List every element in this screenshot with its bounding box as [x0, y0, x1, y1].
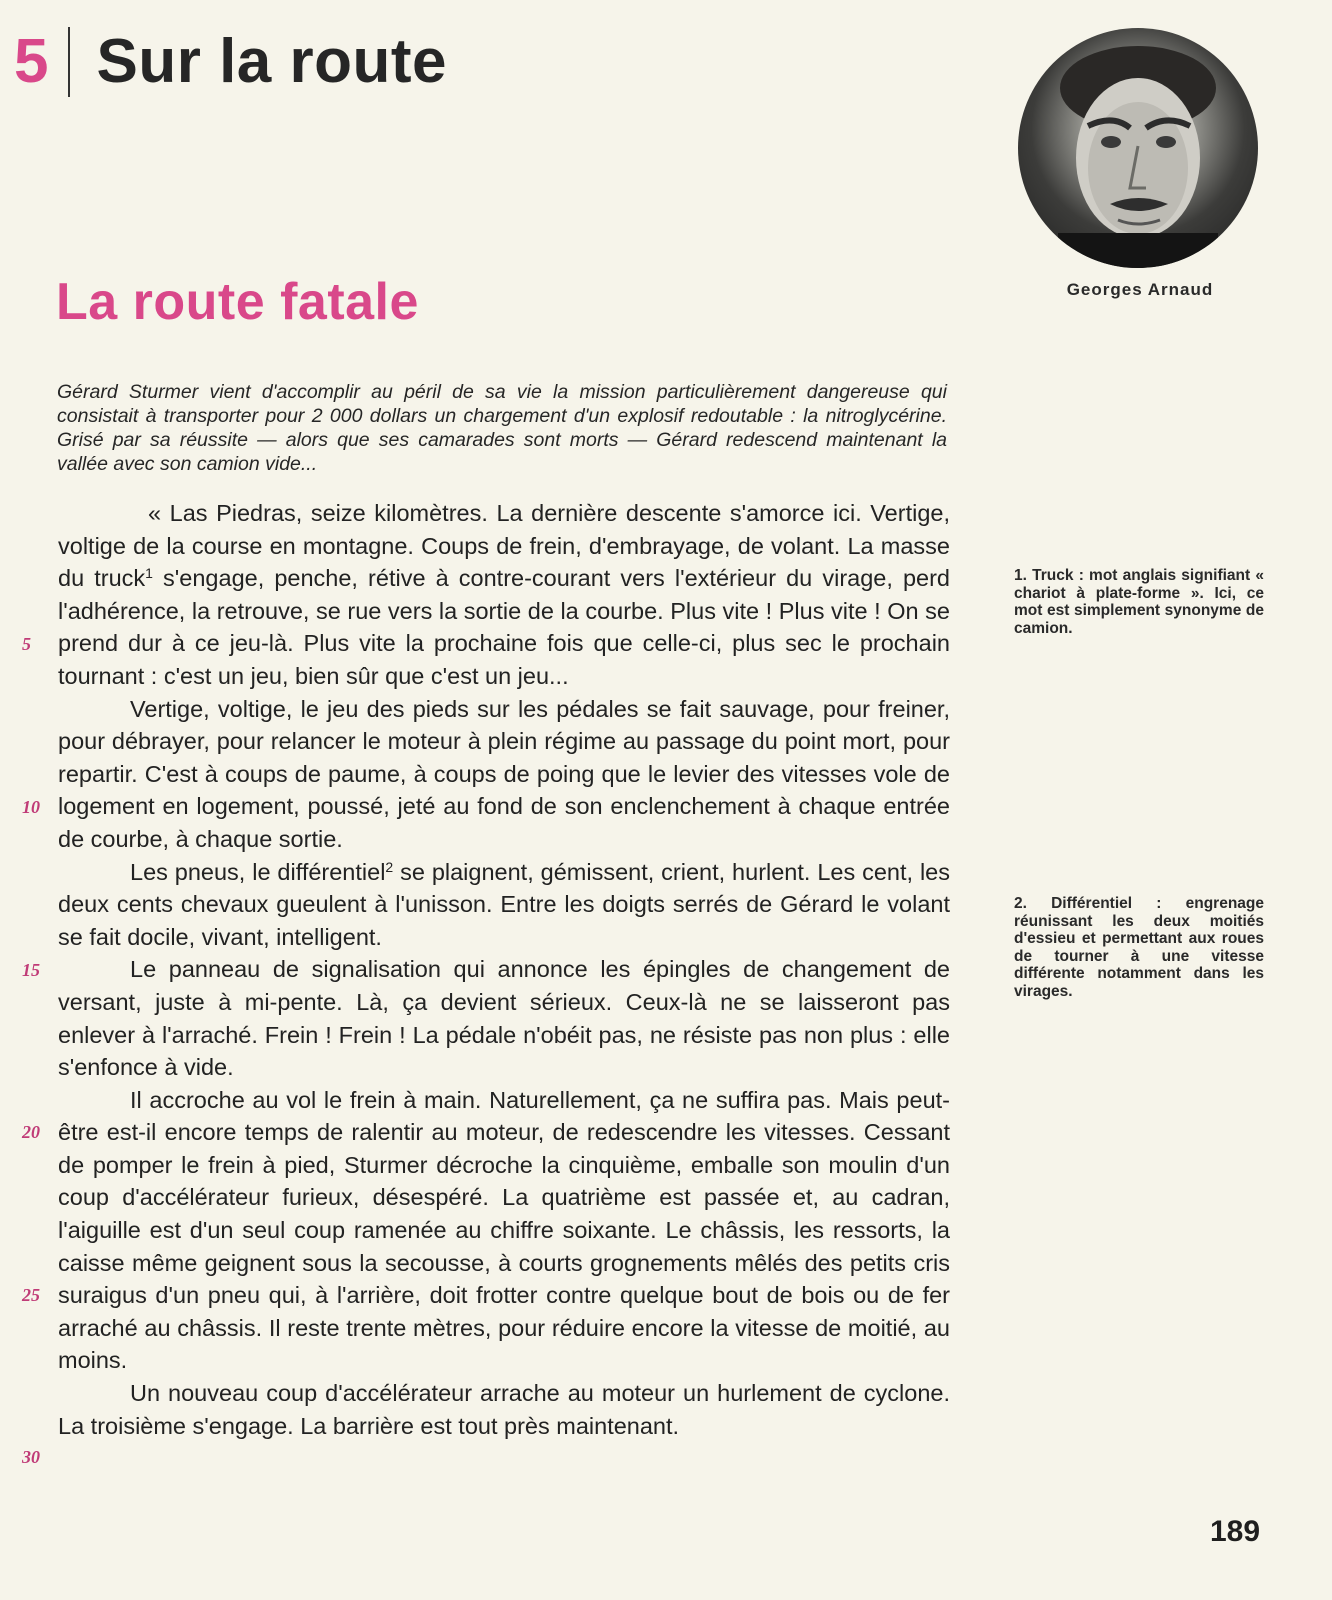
footnote-1: 1. Truck : mot anglais signifiant « chariot à plate-forme ». Ici, ce mot est simplement synonyme de camion. [1014, 567, 1264, 637]
paragraph-3-end: se plaignent, gémissent, crient, hurlent. Les cent, les deux cents chevaux gueulent à l'unisson. Entre les doigts serrés de Gérard le volant se fait docile, vivant, intelligent. [58, 858, 950, 950]
paragraph-4: Le panneau de signalisation qui annonce les épingles de changement de versant, juste à mi-pente. Là, ça devient sérieux. Ceux-là ne se laisseront pas enlever à l'arraché. Frein ! Frein ! La pédale n'obéit pas, ne résiste pas non plus : elle s'enfonce à vide. [58, 956, 950, 1081]
chapter-number: 5 [14, 27, 49, 96]
paragraph-5: Il accroche au vol le frein à main. Naturellement, ça ne suffira pas. Mais peut-être est-il encore temps de ralentir au moteur, de redescendre les vitesses. Cessant de pomper le frein à pied, Sturmer décroche la cinquième, emballe son moulin d'un coup d'accélérateur furieux, désespéré. La quatrième est passée et, au cadran, l'aiguille est d'un seul coup ramenée au chiffre soixante. Le châssis, les ressorts, la caisse même geignent sous la secousse, à courts grognements mêlés des petits cris suraigus d'un pneu qui, à l'arrière, doit frotter contre quelque bout de bois ou de fer arraché au châssis. Il reste trente mètres, pour réduire encore la vitesse de moitié, au moins. [58, 1086, 950, 1374]
portrait-caption: Georges Arnaud [1066, 280, 1214, 299]
paragraph-3 [58, 856, 950, 954]
paragraph-3-start: Les pneus, le différentiel [130, 858, 386, 885]
chapter-title: Sur la route [96, 27, 447, 96]
page-title: La route fatale [56, 273, 419, 331]
author-portrait [1018, 28, 1258, 268]
page-number: 189 [1210, 1515, 1261, 1548]
portrait-photo [1018, 28, 1258, 268]
paragraph-1-start: « Las Piedras, seize kilomètres. La dernière descente s'amorce ici. Vertige, voltige de la course en montagne. Coups de frein, d'embrayage, de volant. La masse du truck [58, 500, 950, 592]
footnote-ref-2: 2 [385, 858, 394, 875]
paragraph-1 [58, 497, 950, 693]
intro-text: Gérard Sturmer vient d'accomplir au péril de sa vie la mission particulièrement dangereuse qui consistait à transporter pour 2 000 dollars un chargement d'un explosif redoutable : la nitroglycérine. Grisé par sa réussite — alors que ses camarades sont morts — Gérard redescend maintenant la vallée avec son camion vide... [57, 381, 947, 475]
footnote-2: 2. Différentiel : engrenage réunissant les deux moitiés d'essieu et permettant aux roues de tourner à une vitesse différente notamment dans les virages. [1014, 895, 1264, 1000]
excerpt-text [58, 497, 950, 1442]
line-number: 5 [22, 634, 31, 654]
line-number: 25 [22, 1285, 40, 1305]
footnote-ref-1: 1 [145, 565, 153, 582]
intro-paragraph [57, 380, 947, 476]
paragraph-1-end: s'engage, penche, rétive à contre-courant vers l'extérieur du virage, perd l'adhérence, la retrouve, se rue vers la sortie de la courbe. Plus vite ! Plus vite ! On se prend dur à ce jeu-là. Plus vite la prochaine fois que celle-ci, plus sec le prochain tournant : c'est un jeu, bien sûr que c'est un jeu... [58, 565, 951, 689]
line-number: 30 [22, 1447, 40, 1467]
paragraph-6: Un nouveau coup d'accélérateur arrache au moteur un hurlement de cyclone. La troisième s'engage. La barrière est tout près maintenant. [58, 1380, 950, 1439]
paragraph-2: Vertige, voltige, le jeu des pieds sur les pédales se fait sauvage, pour freiner, pour débrayer, pour relancer le moteur à plein régime au passage du point mort, pour repartir. C'est à coups de paume, à coups de poing que le levier des vitesses vole de logement en logement, poussé, jeté au fond de son enclenchement à chaque entrée de courbe, à chaque sortie. [58, 695, 950, 852]
line-number: 10 [22, 797, 40, 817]
chapter-header [14, 22, 447, 102]
line-number: 20 [22, 1122, 40, 1142]
line-number: 15 [22, 960, 40, 980]
chapter-divider [68, 27, 70, 97]
